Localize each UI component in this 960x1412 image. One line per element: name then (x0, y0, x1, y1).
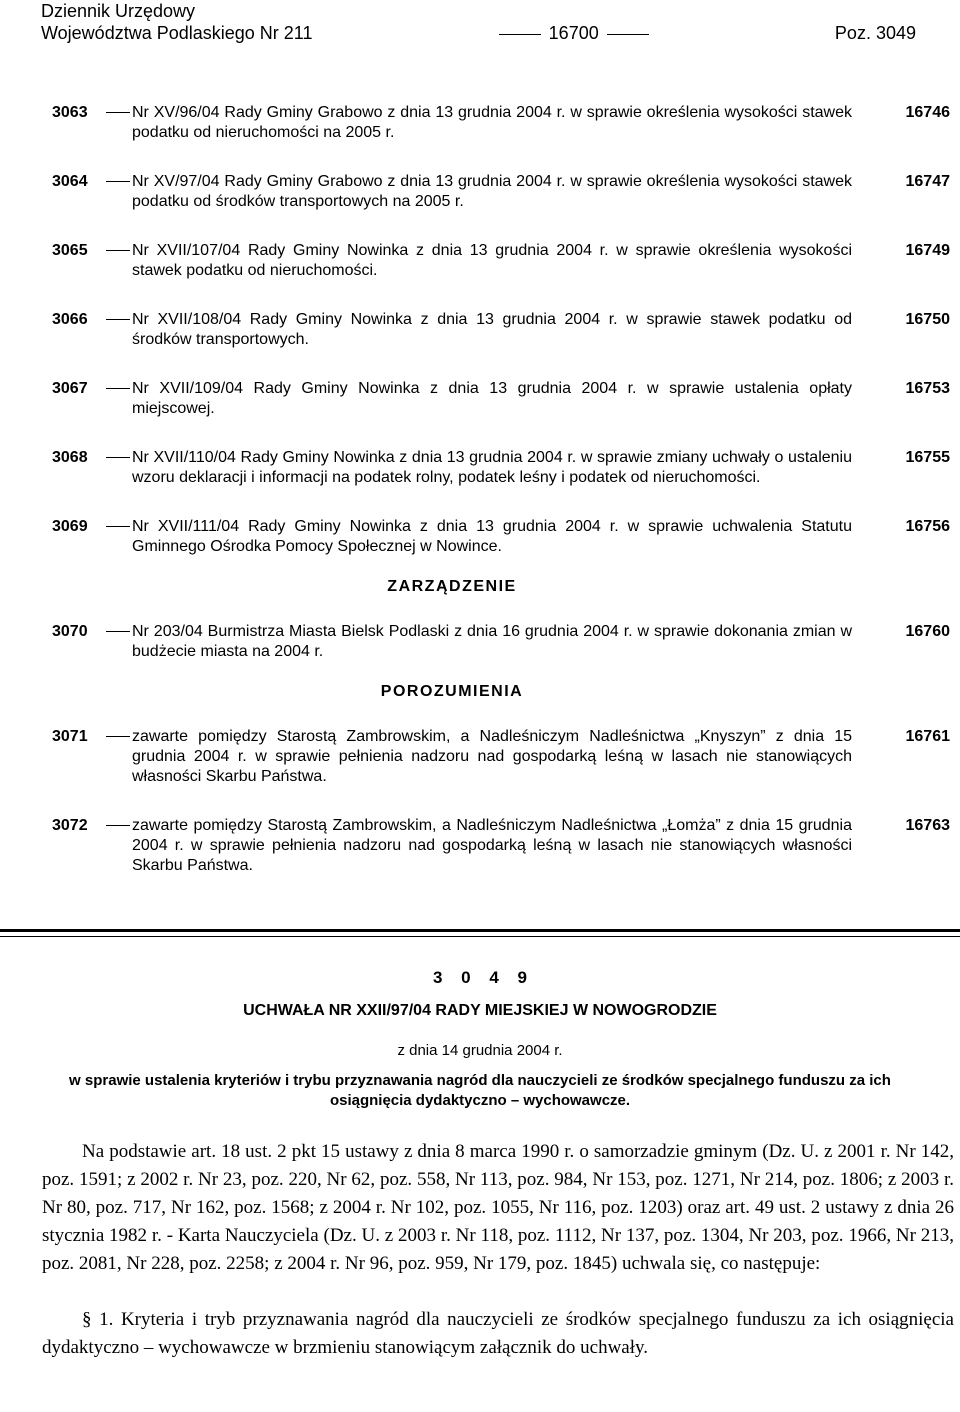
act-date: z dnia 14 grudnia 2004 r. (397, 1042, 563, 1059)
voivodeship-issue: Województwa Podlaskiego Nr 211 (41, 23, 313, 43)
entry-page: 16756 (905, 518, 950, 535)
toc-group-uchwaly (52, 103, 950, 557)
toc-group-zarzadzenie (52, 622, 950, 662)
entry-dash (96, 310, 132, 350)
toc-entry (52, 816, 950, 876)
header-row (41, 22, 916, 44)
divider-thin (0, 936, 960, 937)
entry-dash (96, 241, 132, 281)
entry-description: Nr XVII/109/04 Rady Gminy Nowinka z dnia 13 grudnia 2004 r. w sprawie ustalenia opłaty miejscowej. (132, 380, 852, 417)
entry-number: 3069 (52, 518, 88, 535)
legal-basis-paragraph: Na podstawie art. 18 ust. 2 pkt 15 ustawy z dnia 8 marca 1990 r. o samorzadzie gminym (Dz. U. z 2001 r. Nr 142, poz. 1591; z 2002 r. Nr 23, poz. 220, Nr 62, poz. 558, Nr 113, poz. 984, Nr 153, poz. 1271, Nr 214, poz. 1806; z 2003 r. Nr 80, poz. 717, Nr 162, poz. 1568; z 2004 r. Nr 102, poz. 1055, Nr 116, poz. 1203) oraz art. 49 ust. 2 ustawy z dnia 26 stycznia 1982 r. - Karta Nauczyciela (Dz. U. z 2003 r. Nr 118, poz. 1112, Nr 137, poz. 1304, Nr 203, poz. 1966, Nr 213, poz. 2081, Nr 228, poz. 2258; z 2004 r. Nr 96, poz. 959, Nr 179, poz. 1845) uchwala się, co następuje: (42, 1141, 954, 1274)
toc-entry (52, 727, 950, 787)
entry-number: 3064 (52, 173, 88, 190)
position-number: Poz. 3049 (834, 23, 916, 43)
entry-page: 16761 (905, 728, 950, 745)
entry-description: Nr XVII/108/04 Rady Gminy Nowinka z dnia 13 grudnia 2004 r. w sprawie stawek podatku od środków transportowych. (132, 311, 852, 348)
entry-description: Nr XVII/107/04 Rady Gminy Nowinka z dnia 13 grudnia 2004 r. w sprawie określenia wysokości stawek podatku od nieruchomości. (132, 242, 852, 279)
entry-description: Nr XV/97/04 Rady Gminy Grabowo z dnia 13 grudnia 2004 r. w sprawie określenia wysokości stawek podatku od środków transportowych na 2005 r. (132, 173, 852, 210)
dash-right (607, 34, 649, 35)
page-header (41, 0, 916, 44)
page-number-group (491, 22, 657, 44)
entry-dash (96, 103, 132, 143)
toc-entry (52, 172, 950, 212)
entry-number: 3071 (52, 728, 88, 745)
toc-entry (52, 241, 950, 281)
journal-name: Dziennik Urzędowy (41, 1, 196, 21)
entry-number: 3066 (52, 311, 88, 328)
entry-page: 16755 (905, 449, 950, 466)
entry-number: 3072 (52, 817, 88, 834)
section-heading-porozumienia: POROZUMIENIA (380, 683, 524, 700)
toc-entry (52, 517, 950, 557)
entry-dash (96, 517, 132, 557)
entry-description: zawarte pomiędzy Starostą Zambrowskim, a Nadleśniczym Nadleśnictwa „Knyszyn” z dnia 15 grudnia 2004 r. w sprawie pełnienia nadzoru nad gospodarką leśną w lasach nie stanowiących własności Skarbu Państwa. (132, 728, 852, 785)
act-body (42, 1138, 954, 1362)
entry-page: 16747 (905, 173, 950, 190)
act-position-number: 3 0 4 9 (433, 968, 527, 987)
section-heading-zarzadzenie: ZARZĄDZENIE (387, 578, 517, 595)
toc-group-porozumienia (52, 727, 950, 876)
toc-entry (52, 448, 950, 488)
page-number: 16700 (548, 23, 599, 43)
entry-description: Nr 203/04 Burmistrza Miasta Bielsk Podlaski z dnia 16 grudnia 2004 r. w sprawie dokonania zmian w budżecie miasta na 2004 r. (132, 623, 852, 660)
entry-dash (96, 816, 132, 876)
dash-left (499, 34, 541, 35)
toc-entry (52, 103, 950, 143)
entry-number: 3068 (52, 449, 88, 466)
entry-page: 16749 (905, 242, 950, 259)
entry-dash (96, 622, 132, 662)
entry-number: 3063 (52, 104, 88, 121)
entry-dash (96, 448, 132, 488)
entry-description: zawarte pomiędzy Starostą Zambrowskim, a Nadleśniczym Nadleśnictwa „Łomża” z dnia 15 grudnia 2004 r. w sprawie pełnienia nadzoru nad gospodarką leśną w lasach nie stanowiących własności Skarbu Państwa. (132, 817, 852, 874)
entry-page: 16760 (905, 623, 950, 640)
entry-number: 3065 (52, 242, 88, 259)
toc-entry (52, 379, 950, 419)
entry-page: 16753 (905, 380, 950, 397)
divider-thick (0, 929, 960, 932)
entry-description: Nr XV/96/04 Rady Gminy Grabowo z dnia 13 grudnia 2004 r. w sprawie określenia wysokości stawek podatku od nieruchomości na 2005 r. (132, 104, 852, 141)
table-of-contents (52, 103, 950, 905)
act-header (40, 968, 920, 1111)
paragraph-1: § 1. Kryteria i tryb przyznawania nagród dla nauczycieli ze środków specjalnego funduszu za ich osiągnięcia dydaktyczno – wychowawcze w brzmieniu stanowiącym załącznik do uchwały. (42, 1309, 954, 1358)
act-title: UCHWAŁA NR XXII/97/04 RADY MIEJSKIEJ W NOWOGRODZIE (243, 1002, 717, 1019)
toc-entry (52, 622, 950, 662)
entry-page: 16750 (905, 311, 950, 328)
entry-number: 3070 (52, 623, 88, 640)
entry-dash (96, 172, 132, 212)
act-subject: w sprawie ustalenia kryteriów i trybu przyznawania nagród dla nauczycieli ze środków specjalnego funduszu za ich osiągnięcia dydaktyczno – wychowawcze. (69, 1072, 891, 1109)
entry-dash (96, 727, 132, 787)
entry-page: 16763 (905, 817, 950, 834)
entry-page: 16746 (905, 104, 950, 121)
toc-entry (52, 310, 950, 350)
entry-dash (96, 379, 132, 419)
entry-description: Nr XVII/110/04 Rady Gminy Nowinka z dnia 13 grudnia 2004 r. w sprawie zmiany uchwały o ustaleniu wzoru deklaracji i informacji na podatek rolny, podatek leśny i podatek od nieruchomości. (132, 449, 852, 486)
entry-description: Nr XVII/111/04 Rady Gminy Nowinka z dnia 13 grudnia 2004 r. w sprawie uchwalenia Statutu Gminnego Ośrodka Pomocy Społecznej w Nowince. (132, 518, 852, 555)
entry-number: 3067 (52, 380, 88, 397)
